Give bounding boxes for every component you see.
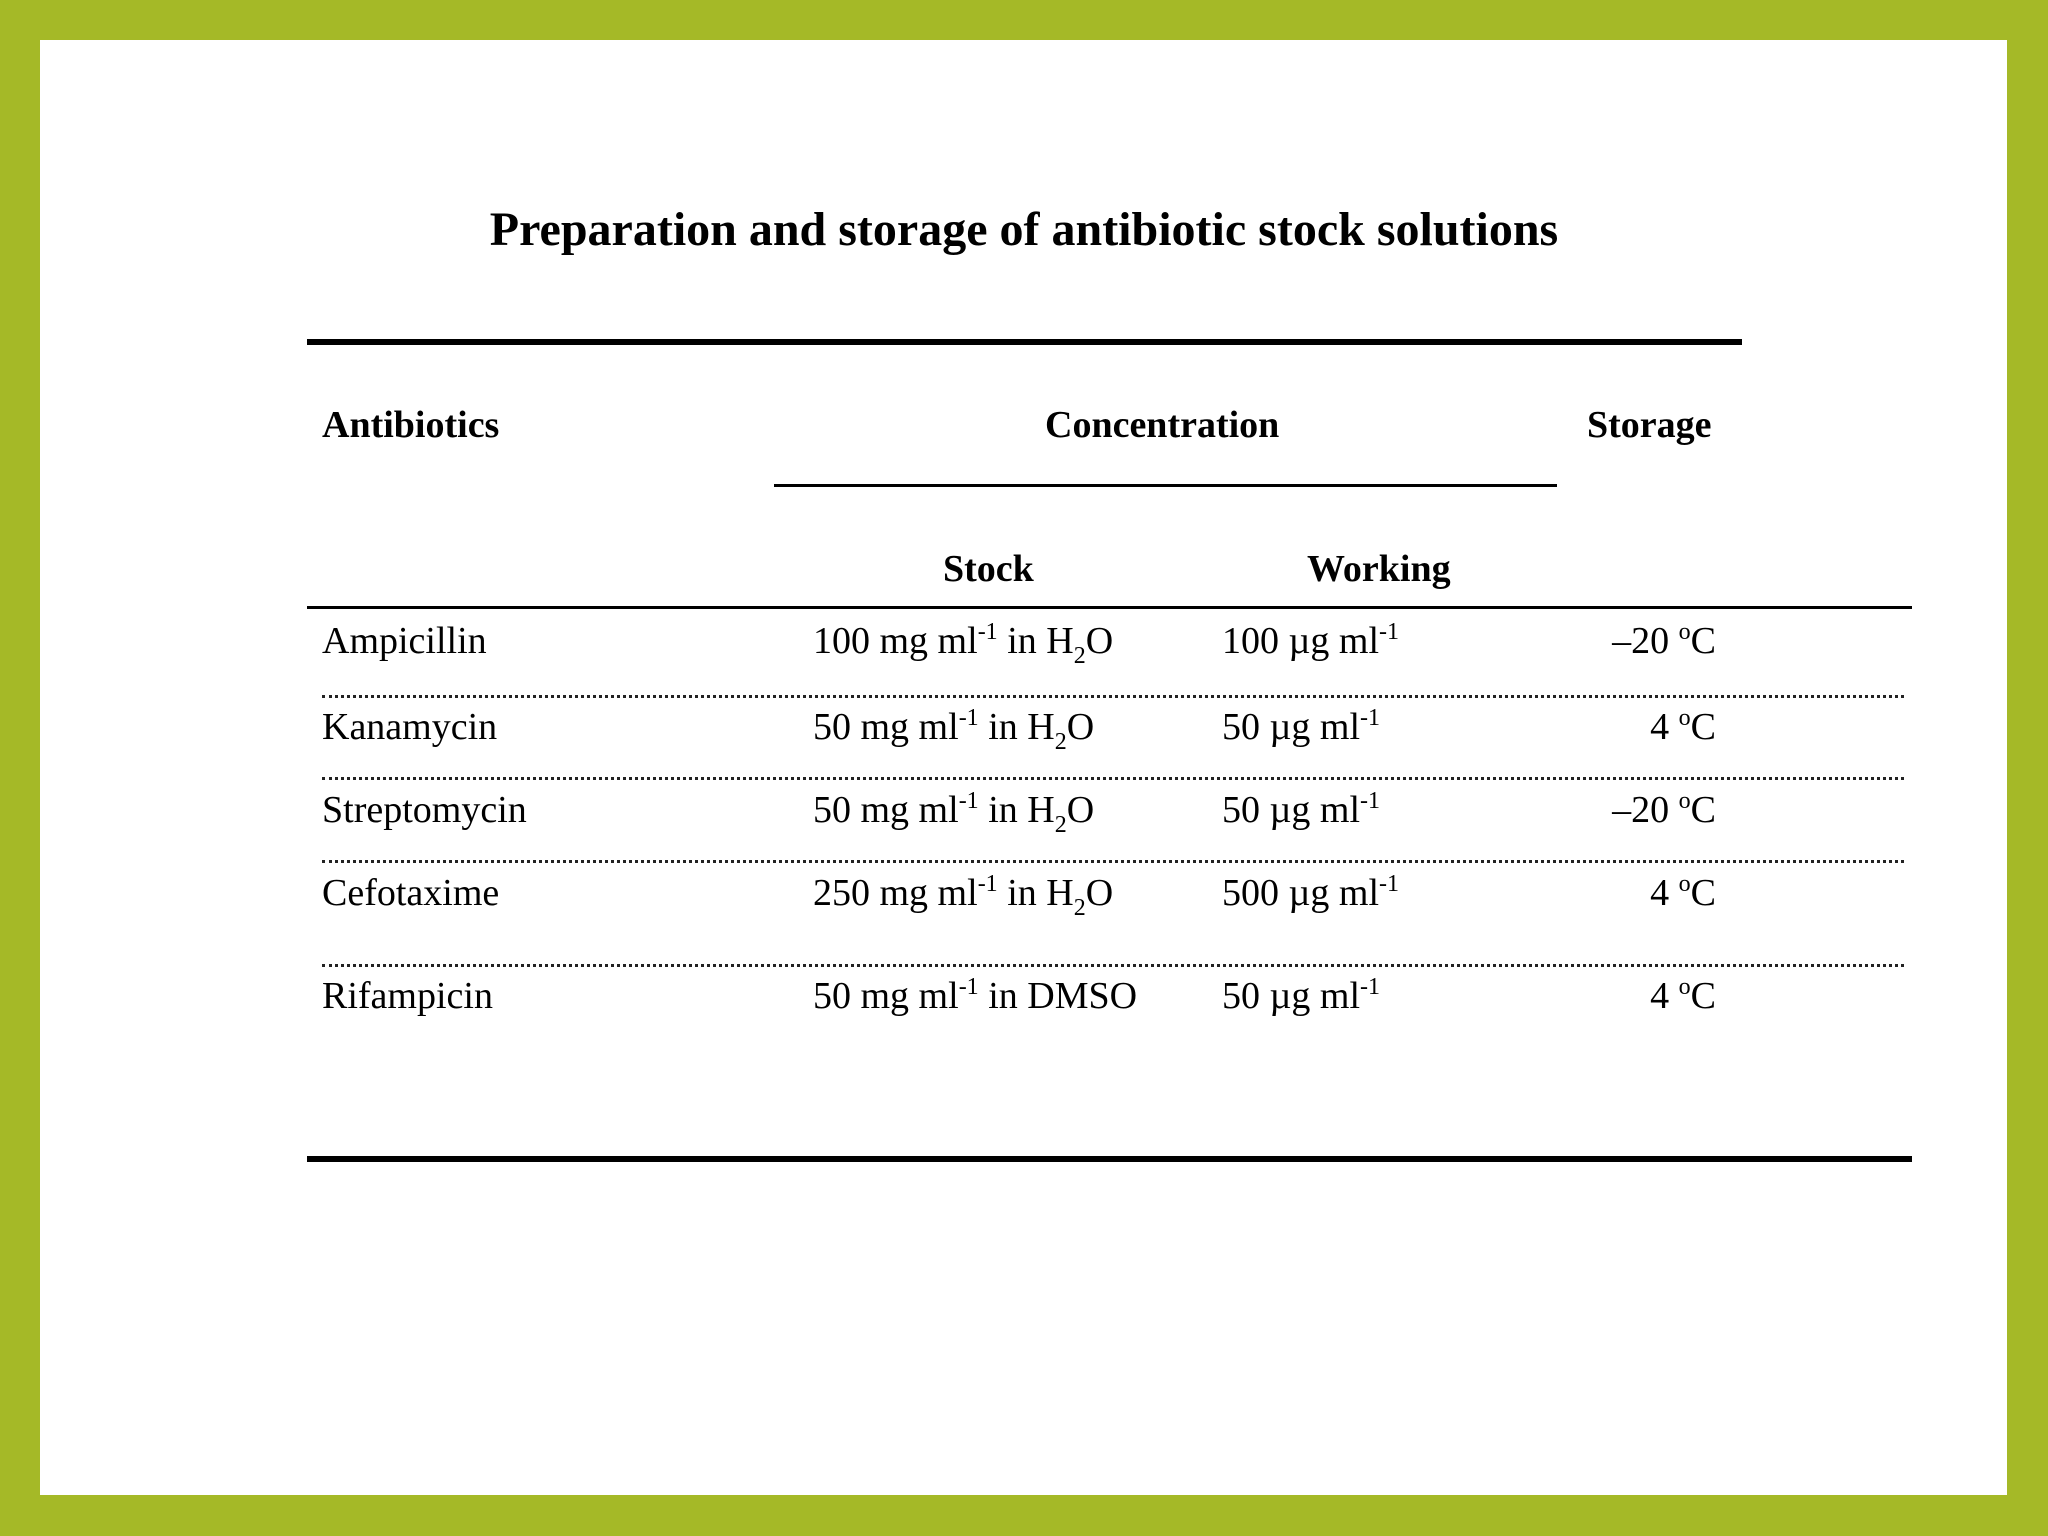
header-stock: Stock	[943, 548, 1034, 590]
storage-temperature	[1540, 869, 1716, 922]
header-storage: Storage	[1587, 404, 1712, 446]
storage-unit: C	[1690, 975, 1716, 1017]
stock-amount: 50 mg ml	[813, 789, 959, 831]
stock-amount: 50 mg ml	[813, 706, 959, 748]
working-concentration	[1222, 703, 1380, 756]
stock-concentration	[813, 617, 1113, 670]
storage-temperature	[1540, 972, 1716, 1025]
stock-amount: 250 mg ml	[813, 872, 978, 914]
storage-value: 4	[1650, 706, 1679, 748]
header-working: Working	[1307, 548, 1451, 590]
stock-concentration	[813, 703, 1094, 756]
working-concentration	[1222, 617, 1399, 670]
stock-solvent-suffix: O	[1085, 620, 1114, 662]
antibiotic-name: Ampicillin	[322, 620, 487, 662]
working-exponent: -1	[1360, 788, 1381, 814]
working-concentration	[1222, 786, 1380, 839]
stock-solvent-suffix: O	[1066, 706, 1095, 748]
stock-solvent-subscript: 2	[1073, 643, 1086, 669]
stock-concentration	[813, 869, 1113, 922]
storage-unit: C	[1690, 872, 1716, 914]
concentration-span-rule	[774, 484, 1557, 487]
stock-amount: 100 mg ml	[813, 620, 978, 662]
working-amount: 500 µg ml	[1222, 872, 1380, 914]
storage-value: –20	[1612, 789, 1679, 831]
storage-value: 4	[1650, 975, 1679, 1017]
stock-concentration	[813, 786, 1094, 839]
working-amount: 50 µg ml	[1222, 789, 1361, 831]
storage-value: –20	[1612, 620, 1679, 662]
row-divider	[322, 777, 1904, 780]
degree-mark: o	[1678, 705, 1691, 731]
storage-unit: C	[1690, 620, 1716, 662]
stock-solvent-suffix: O	[1085, 872, 1114, 914]
stock-solvent-subscript: 2	[1054, 812, 1067, 838]
storage-unit: C	[1690, 706, 1716, 748]
stock-exponent: -1	[977, 871, 998, 897]
degree-mark: o	[1678, 788, 1691, 814]
header-concentration: Concentration	[1045, 404, 1280, 446]
stock-exponent: -1	[958, 974, 979, 1000]
header-antibiotics: Antibiotics	[322, 404, 500, 446]
working-concentration	[1222, 869, 1399, 922]
stock-exponent: -1	[958, 788, 979, 814]
stock-exponent: -1	[977, 619, 998, 645]
stock-solvent: in H	[997, 620, 1074, 662]
stock-concentration	[813, 972, 1137, 1025]
table-title: Preparation and storage of antibiotic stock solutions	[489, 203, 1559, 256]
working-exponent: -1	[1360, 705, 1381, 731]
header-bottom-rule	[307, 606, 1912, 609]
stock-solvent-suffix: O	[1066, 789, 1095, 831]
stock-exponent: -1	[958, 705, 979, 731]
stock-solvent: in H	[997, 872, 1074, 914]
working-exponent: -1	[1379, 619, 1400, 645]
table-bottom-rule	[307, 1156, 1912, 1162]
working-exponent: -1	[1379, 871, 1400, 897]
degree-mark: o	[1678, 974, 1691, 1000]
stock-solvent-subscript: 2	[1054, 729, 1067, 755]
working-amount: 100 µg ml	[1222, 620, 1380, 662]
storage-value: 4	[1650, 872, 1679, 914]
working-concentration	[1222, 972, 1380, 1025]
table-top-rule	[307, 339, 1742, 345]
storage-temperature	[1540, 617, 1716, 670]
working-exponent: -1	[1360, 974, 1381, 1000]
row-divider	[322, 964, 1904, 967]
row-divider	[322, 695, 1904, 698]
row-divider	[322, 860, 1904, 863]
working-amount: 50 µg ml	[1222, 975, 1361, 1017]
antibiotic-name: Cefotaxime	[322, 872, 500, 914]
antibiotic-name: Streptomycin	[322, 789, 527, 831]
working-amount: 50 µg ml	[1222, 706, 1361, 748]
stock-solvent: in H	[978, 789, 1055, 831]
stock-solvent: in DMSO	[978, 975, 1138, 1017]
storage-temperature	[1540, 786, 1716, 839]
antibiotic-name: Kanamycin	[322, 706, 498, 748]
stock-amount: 50 mg ml	[813, 975, 959, 1017]
storage-temperature	[1540, 703, 1716, 756]
antibiotic-name: Rifampicin	[322, 975, 493, 1017]
degree-mark: o	[1678, 871, 1691, 897]
degree-mark: o	[1678, 619, 1691, 645]
stock-solvent-subscript: 2	[1073, 895, 1086, 921]
stock-solvent: in H	[978, 706, 1055, 748]
storage-unit: C	[1690, 789, 1716, 831]
